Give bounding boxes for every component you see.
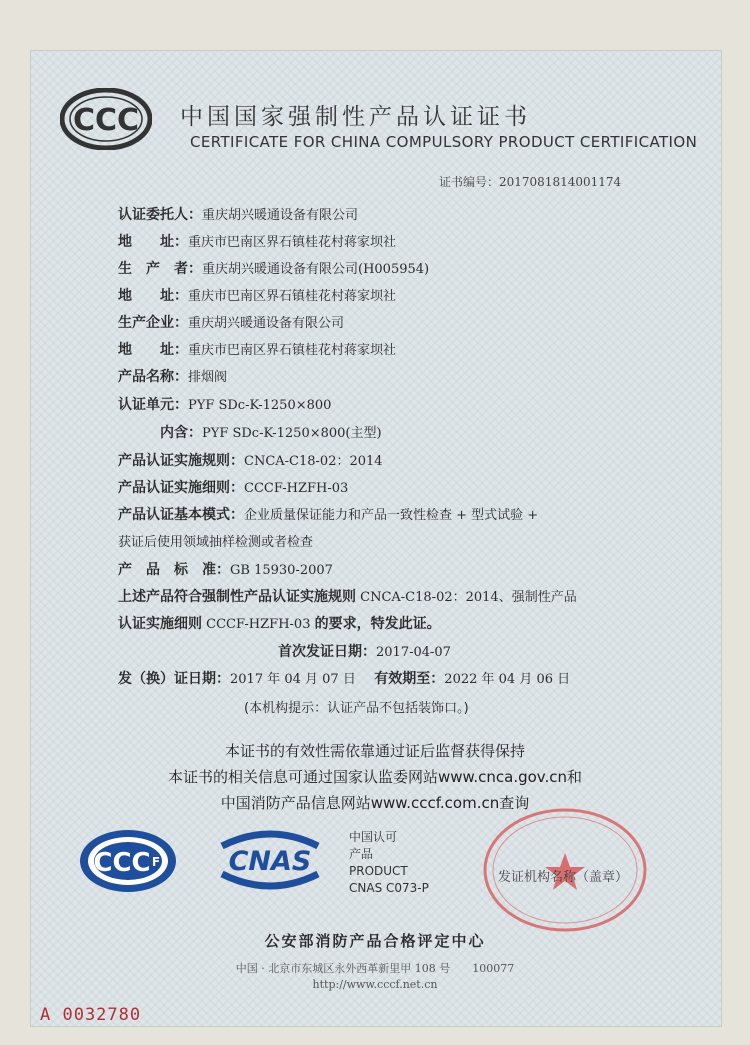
first-issue-date <box>278 641 451 661</box>
field-row <box>118 366 227 386</box>
cnas-line: 中国认可 <box>349 830 398 844</box>
expiry-value: 2022 年 04 月 06 日 <box>444 672 571 687</box>
ccc-logo-text: CCC <box>72 103 140 138</box>
conformity-text: 上述产品符合强制性产品认证实施规则 <box>118 589 356 605</box>
field-label: 生产企业： <box>118 315 188 331</box>
field-label: 地 址： <box>118 234 188 250</box>
reissue-value: 2017 年 04 月 07 日 <box>230 672 356 687</box>
field-value: 重庆胡兴暖通设备有限公司 <box>188 316 345 331</box>
field-value: 获证后使用领域抽样检测或者检查 <box>118 535 314 550</box>
validity-line-2 <box>0 766 750 787</box>
expiry-label: 有效期至： <box>374 671 445 687</box>
field-value: CCCF-HZFH-03 <box>244 481 349 496</box>
field-value: 重庆市巴南区界石镇桂花村蒋家坝社 <box>188 289 397 304</box>
field-row <box>118 285 396 305</box>
field-row <box>118 559 333 579</box>
serial-number: A 0032780 <box>40 1005 142 1025</box>
conformity-text: 认证实施细则 <box>118 616 202 632</box>
certificate-number: 证书编号：2017081814001174 <box>439 175 622 189</box>
field-row <box>118 258 429 278</box>
validity-text: 本证书的相关信息可通过国家认监委网站 <box>167 768 438 786</box>
conformity-line-1 <box>118 586 577 606</box>
field-label: 认证单元： <box>118 397 188 413</box>
field-label: 产品名称： <box>118 369 188 385</box>
cccf-logo-text: CCC <box>93 848 151 878</box>
first-issue-value: 2017-04-07 <box>376 645 451 660</box>
field-label: 地 址： <box>118 288 188 304</box>
title-cn: 中国国家强制性产品认证证书 <box>180 104 531 130</box>
field-row <box>118 504 538 524</box>
field-value: CNCA-C18-02：2014 <box>244 454 383 469</box>
field-row <box>118 450 383 470</box>
field-value: 重庆胡兴暖通设备有限公司(H005954) <box>202 262 430 277</box>
cnas-line: 产品 <box>349 847 374 861</box>
cnas-logo-text: CNAS <box>228 846 312 877</box>
field-label: 认证委托人： <box>118 207 202 223</box>
field-value: 重庆市巴南区界石镇桂花村蒋家坝社 <box>188 343 397 358</box>
center-website[interactable]: http://www.cccf.net.cn <box>312 978 438 991</box>
conformity-text: CCCF-HZFH-03 <box>202 617 315 632</box>
cccf-logo <box>78 828 178 894</box>
field-value: 重庆胡兴暖通设备有限公司 <box>202 208 359 223</box>
field-value: PYF SDc-K-1250×800(主型) <box>202 426 382 441</box>
validity-line-1: 本证书的有效性需依靠通过证后监督获得保持 <box>224 742 525 760</box>
cccf-link[interactable]: www.cccf.com.cn <box>370 794 500 812</box>
field-row <box>118 231 396 251</box>
certification-center-name: 公安部消防产品合格评定中心 <box>264 932 486 950</box>
cnas-line: PRODUCT <box>349 864 408 878</box>
field-value: 企业质量保证能力和产品一致性检查 + 型式试验 + <box>244 508 539 523</box>
first-issue-label: 首次发证日期： <box>278 644 376 660</box>
conformity-text: CNCA-C18-02：2014、强制性产品 <box>356 590 577 605</box>
cnca-link[interactable]: www.cnca.gov.cn <box>437 768 568 786</box>
field-row <box>160 422 382 442</box>
cnas-line: CNAS C073-P <box>349 881 429 895</box>
field-value: 重庆市巴南区界石镇桂花村蒋家坝社 <box>188 235 397 250</box>
field-label: 内含： <box>160 425 202 441</box>
field-value: 排烟阀 <box>188 370 228 385</box>
field-row <box>118 339 396 359</box>
field-row <box>118 477 348 497</box>
field-label: 地 址： <box>118 342 188 358</box>
validity-text: 和 <box>567 768 583 786</box>
reissue-label: 发（换）证日期： <box>118 671 230 687</box>
field-value: PYF SDc-K-1250×800 <box>188 398 332 413</box>
field-label: 产品认证基本模式： <box>118 507 244 523</box>
field-label: 产品认证实施规则： <box>118 453 244 469</box>
field-value: GB 15930-2007 <box>230 563 333 578</box>
field-row <box>118 312 344 332</box>
field-label: 产 品 标 准： <box>118 562 230 578</box>
institution-note: (本机构提示：认证产品不包括装饰口。) <box>244 701 469 716</box>
cccf-logo-f: F <box>151 855 161 869</box>
validity-text: 查询 <box>499 794 530 812</box>
field-row <box>118 394 331 414</box>
ccc-logo <box>60 88 152 150</box>
title-en: CERTIFICATE FOR CHINA COMPULSORY PRODUCT CERTIFICATION <box>190 133 698 151</box>
field-row <box>118 531 313 550</box>
field-row <box>118 204 358 224</box>
field-label: 生 产 者： <box>118 261 202 277</box>
center-address: 中国 · 北京市东城区永外西革新里甲 108 号 100077 <box>235 962 515 975</box>
issue-dates-row <box>118 668 570 688</box>
conformity-text: 的要求，特发此证。 <box>314 616 441 632</box>
cnas-accreditation <box>349 829 459 897</box>
cnas-logo <box>214 826 326 892</box>
issuer-name: 发证机构名称（盖章） <box>498 870 629 885</box>
field-label: 产品认证实施细则： <box>118 480 244 496</box>
validity-text: 中国消防产品信息网站 <box>220 794 371 812</box>
conformity-line-2 <box>118 613 441 633</box>
